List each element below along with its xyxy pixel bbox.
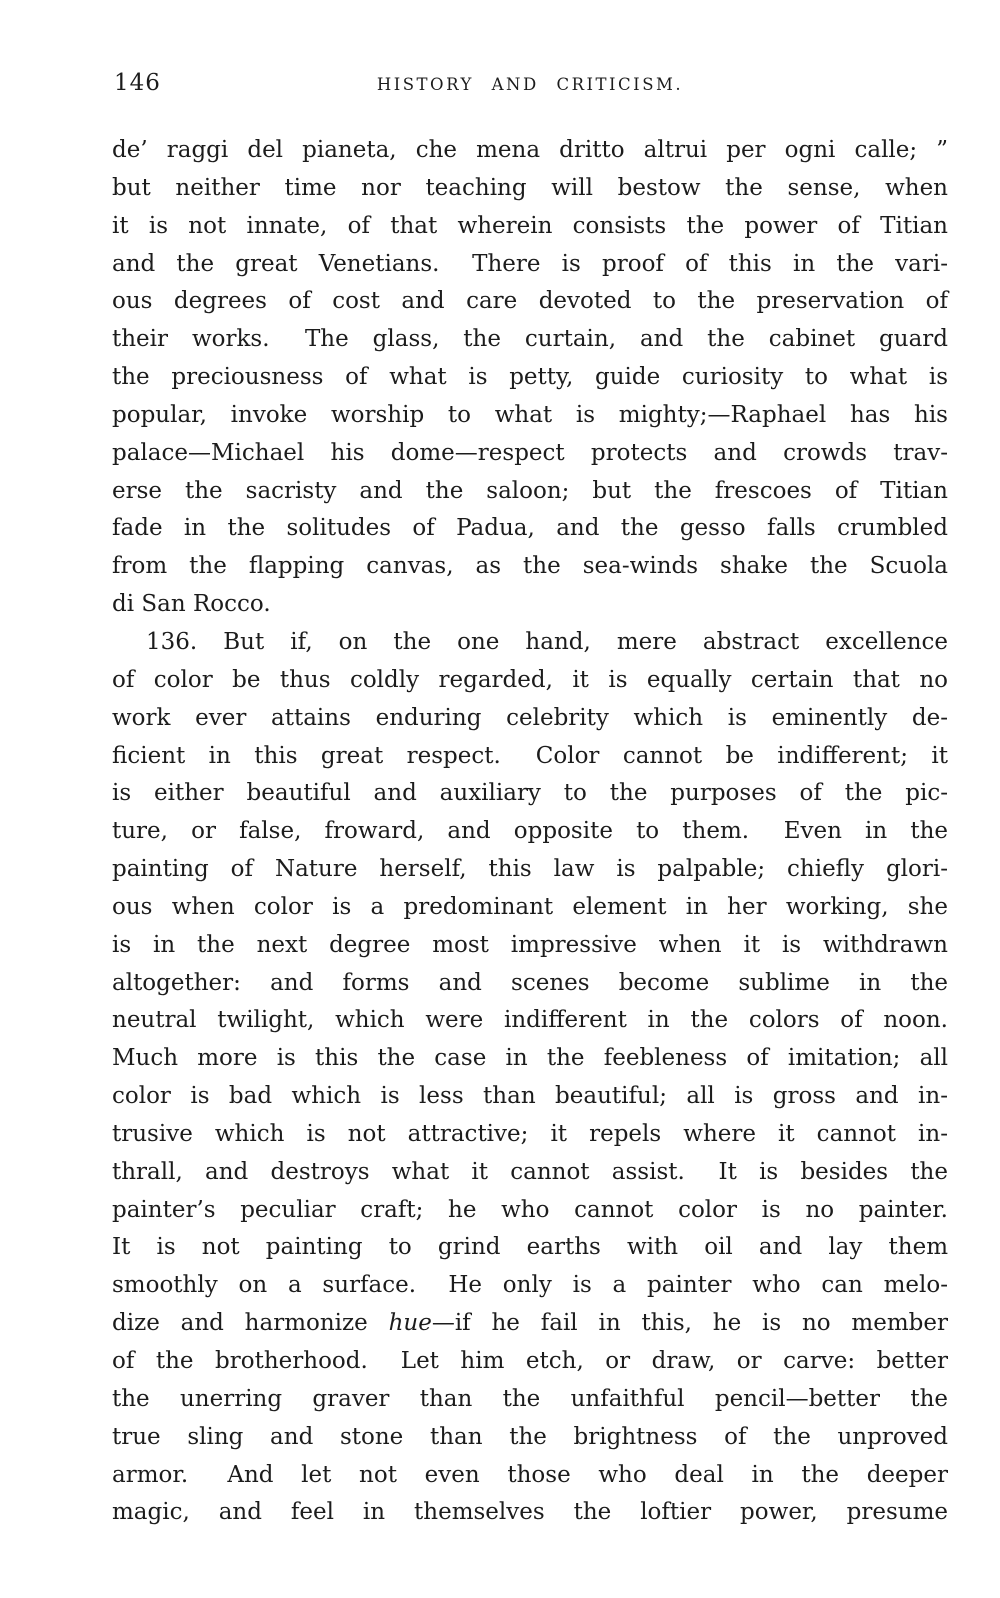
body-text: [112, 132, 948, 1532]
text-line: the preciousness of what is petty, guide curiosity to what is: [112, 364, 948, 391]
italic-word-hue: hue: [388, 1310, 432, 1337]
text-line: popular, invoke worship to what is mighty;—Raphael has his: [112, 401, 948, 428]
text-line: ficient in this great respect. Color cannot be indifferent; it: [112, 742, 948, 769]
text-line: fade in the solitudes of Padua, and the gesso falls crumbled: [112, 515, 948, 542]
text-line: ous degrees of cost and care devoted to the preservation of: [112, 288, 948, 315]
text-line: it is not innate, of that wherein consists the power of Titian: [112, 212, 948, 239]
text-line: palace—Michael his dome—respect protects and crowds trav-: [112, 439, 948, 466]
text-line: 136. But if, on the one hand, mere abstract excellence: [146, 628, 948, 655]
paragraph: [112, 132, 948, 624]
page-content: [112, 0, 948, 1532]
text-line: de’ raggi del pianeta, che mena dritto altrui per ogni calle; ”: [112, 137, 948, 163]
running-head-title: HISTORY AND CRITICISM.: [376, 75, 684, 94]
text-line: di San Rocco.: [112, 591, 271, 618]
text-line: erse the sacristy and the saloon; but the frescoes of Titian: [112, 477, 948, 504]
text-line: color is bad which is less than beautiful; all is gross and in-: [112, 1083, 948, 1110]
text-line: work ever attains enduring celebrity which is eminently de-: [112, 704, 948, 731]
running-header: [112, 70, 948, 102]
text-line: smoothly on a surface. He only is a painter who can melo-: [112, 1272, 948, 1299]
text-line: is either beautiful and auxiliary to the purposes of the pic-: [112, 780, 948, 807]
text-line: armor. And let not even those who deal in the deeper: [112, 1461, 948, 1488]
text-line-with-italic: [112, 1305, 948, 1343]
text-line: neutral twilight, which were indifferent in the colors of noon.: [112, 1007, 948, 1034]
text-line: is in the next degree most impressive when it is withdrawn: [112, 931, 948, 958]
text-line: of color be thus coldly regarded, it is equally certain that no: [112, 666, 948, 693]
text-line: true sling and stone than the brightness of the unproved: [112, 1423, 948, 1450]
text-line: It is not painting to grind earths with oil and lay them: [112, 1234, 948, 1261]
text-line: and the great Venetians. There is proof of this in the vari-: [112, 250, 948, 277]
paragraph: [112, 624, 948, 1532]
text-line: but neither time nor teaching will bestow the sense, when: [112, 174, 948, 201]
text-line: painter’s peculiar craft; he who cannot color is no painter.: [112, 1196, 948, 1223]
text-line: altogether: and forms and scenes become sublime in the: [112, 969, 948, 996]
text-line: magic, and feel in themselves the loftier power, presume: [112, 1499, 948, 1526]
text-line: thrall, and destroys what it cannot assist. It is besides the: [112, 1158, 948, 1185]
text-line: painting of Nature herself, this law is palpable; chiefly glori-: [112, 856, 948, 883]
text-segment: dize and harmonize: [112, 1310, 389, 1337]
text-line: of the brotherhood. Let him etch, or draw, or carve: better: [112, 1348, 948, 1374]
text-line: ous when color is a predominant element in her working, she: [112, 893, 948, 920]
text-line: from the flapping canvas, as the sea-winds shake the Scuola: [112, 553, 948, 580]
text-segment: —if he fail in this, he is no member: [431, 1310, 948, 1337]
text-line: ture, or false, froward, and opposite to them. Even in the: [112, 818, 948, 845]
text-line: the unerring graver than the unfaithful pencil—better the: [112, 1385, 948, 1412]
text-line: their works. The glass, the curtain, and the cabinet guard: [112, 326, 948, 353]
page-number: 146: [114, 70, 161, 96]
text-line: Much more is this the case in the feebleness of imitation; all: [112, 1045, 948, 1072]
text-line: trusive which is not attractive; it repels where it cannot in-: [112, 1120, 948, 1147]
